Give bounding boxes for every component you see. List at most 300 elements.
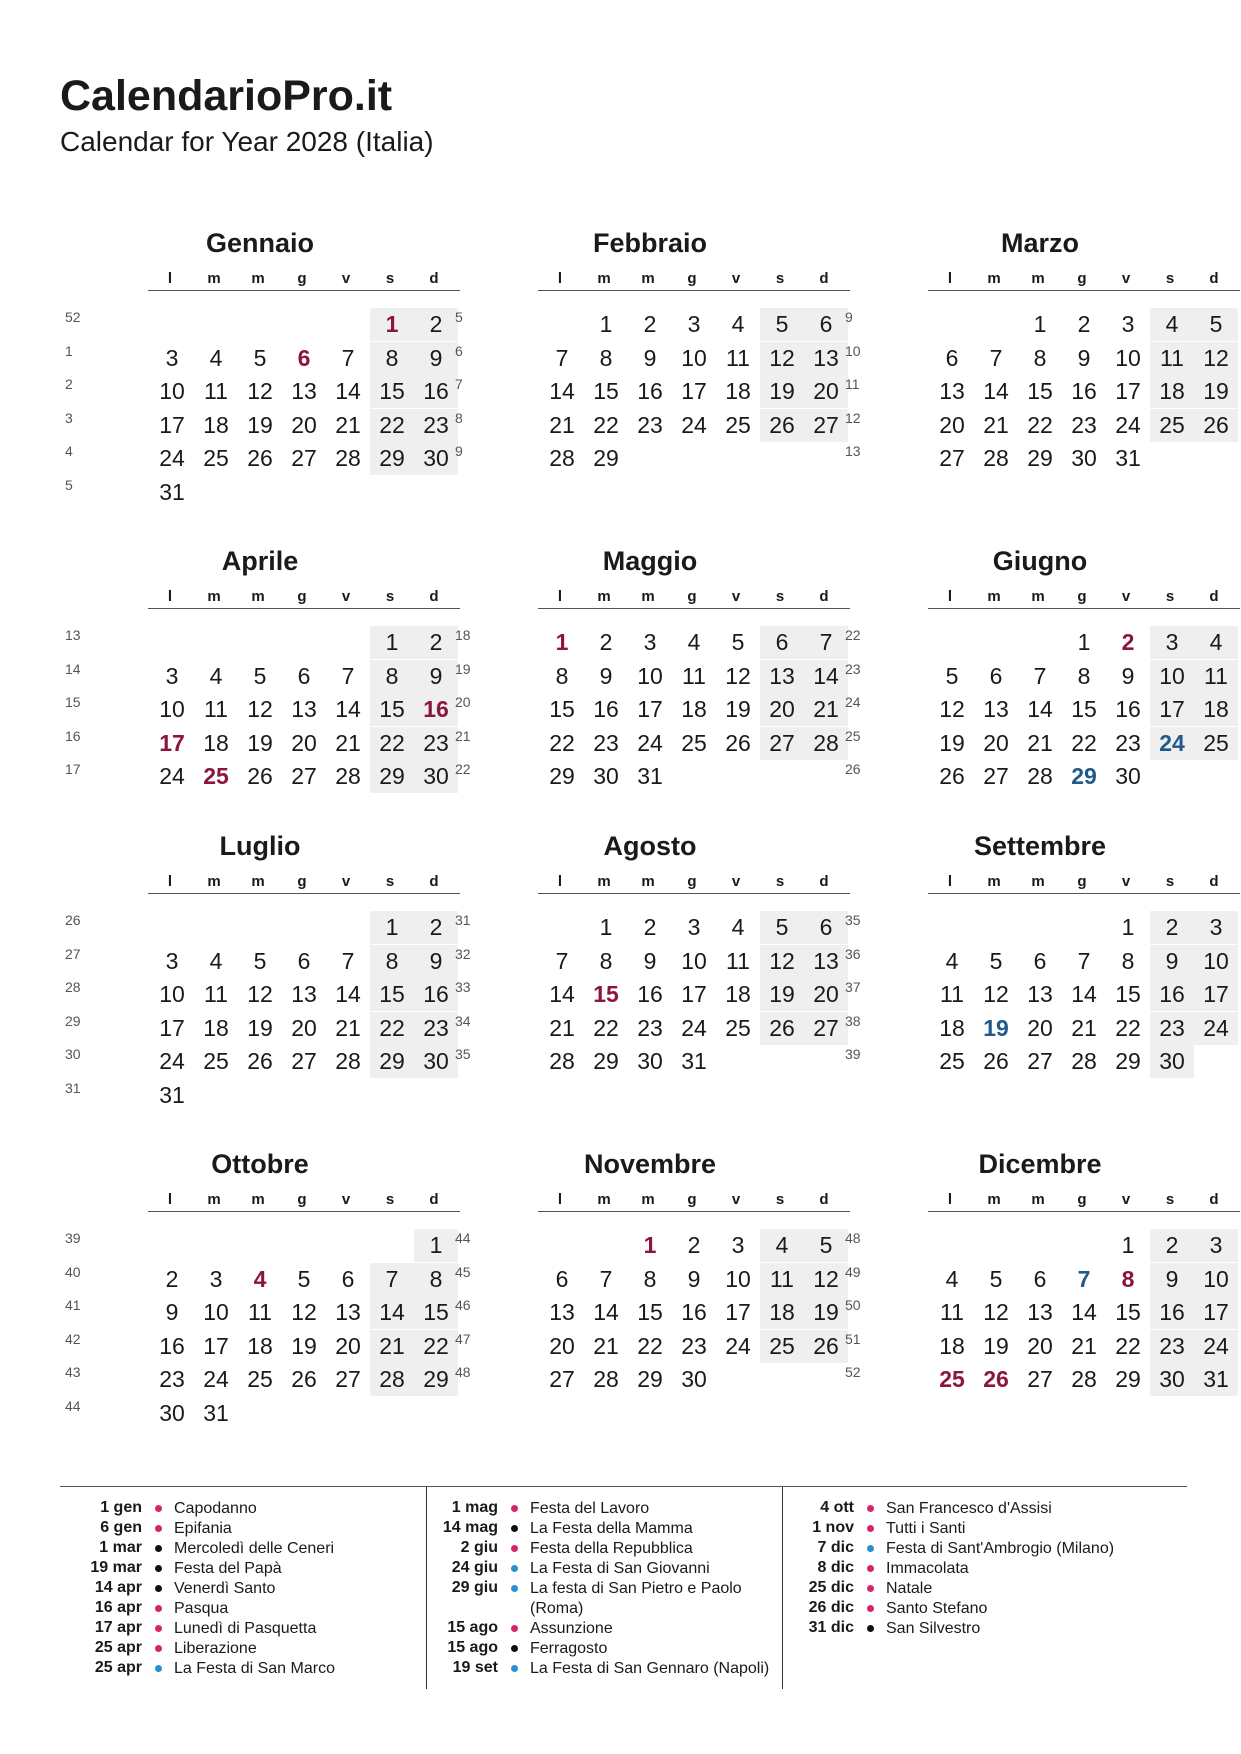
- legend-name: Festa del Lavoro: [530, 1500, 650, 1517]
- day-cell: 26: [247, 445, 273, 471]
- bullet-red-icon: [511, 1545, 518, 1552]
- day-cell: 18: [939, 1332, 965, 1359]
- week-number: 8: [455, 409, 463, 426]
- day-cell: 15: [593, 378, 619, 404]
- day-cell: 30: [1115, 763, 1141, 789]
- day-cell: 22: [370, 727, 414, 760]
- weekday-label: v: [1121, 1191, 1131, 1208]
- legend-date: 19 mar: [90, 1559, 142, 1576]
- legend-item: [774, 1559, 1134, 1579]
- day-cell: 21: [335, 411, 361, 438]
- day-cell: 4: [253, 1265, 267, 1292]
- legend-name: Capodanno: [174, 1500, 257, 1517]
- day-cell: 2: [414, 626, 458, 659]
- legend-name: Tutti i Santi: [886, 1520, 966, 1537]
- week-number: 43: [65, 1364, 81, 1380]
- day-cell: 17: [681, 981, 707, 1007]
- day-cell: 8: [555, 662, 569, 689]
- week-number: 37: [845, 979, 861, 995]
- day-cell: 12: [760, 945, 804, 978]
- month-name: Maggio: [602, 546, 698, 576]
- day-cell: 25: [681, 729, 707, 756]
- day-cell: 28: [335, 763, 361, 789]
- legend-item: [62, 1519, 422, 1539]
- day-cell: 27: [760, 727, 804, 760]
- weekday-label: m: [1031, 588, 1045, 605]
- weekday-label: d: [1209, 588, 1219, 605]
- day-cell: 26: [725, 729, 751, 756]
- day-cell: 29: [414, 1363, 458, 1396]
- weekday-label: m: [207, 270, 221, 287]
- week-number: 9: [845, 309, 853, 325]
- day-cell: 23: [414, 409, 458, 442]
- bullet-red-icon: [867, 1525, 874, 1532]
- weekday-label: g: [1077, 1191, 1087, 1208]
- day-cell: 14: [335, 378, 361, 404]
- day-cell: 28: [1071, 1048, 1097, 1074]
- day-cell: 30: [1150, 1045, 1194, 1078]
- day-cell: 1: [1033, 311, 1047, 337]
- day-cell: 3: [731, 1232, 745, 1258]
- month-agosto: [450, 831, 850, 1091]
- weekday-label: v: [731, 588, 741, 605]
- day-cell: 18: [247, 1332, 273, 1359]
- day-cell: 21: [983, 411, 1009, 438]
- day-cell: 20: [983, 729, 1009, 756]
- week-number: 50: [845, 1297, 861, 1313]
- day-cell: 7: [555, 947, 569, 974]
- weekday-label: v: [731, 1191, 741, 1208]
- day-cell: 9: [1150, 1263, 1194, 1296]
- bullet-black-icon: [867, 1625, 874, 1632]
- day-cell: 6: [760, 626, 804, 659]
- week-number: 38: [845, 1012, 861, 1029]
- day-cell: 3: [643, 629, 657, 655]
- day-cell: 17: [637, 696, 663, 722]
- weekday-label: d: [429, 588, 439, 605]
- bullet-red-icon: [155, 1645, 162, 1652]
- day-cell: 21: [1071, 1332, 1097, 1359]
- legend-date: 19 set: [452, 1659, 498, 1676]
- weekday-label: g: [297, 1191, 307, 1208]
- day-cell: 12: [983, 1299, 1009, 1325]
- day-cell: 5: [989, 1265, 1003, 1292]
- week-number: 27: [65, 945, 81, 962]
- weekday-label: s: [1165, 588, 1175, 605]
- day-cell: 28: [549, 1048, 575, 1074]
- day-cell: 16: [593, 696, 619, 722]
- page-subtitle: Calendar for Year 2028 (Italia): [60, 126, 434, 157]
- day-cell: 31: [159, 1081, 185, 1108]
- day-cell: 6: [341, 1265, 355, 1292]
- legend-item: [774, 1579, 1134, 1599]
- day-cell: 13: [291, 981, 317, 1007]
- day-cell: 8: [370, 945, 414, 978]
- day-cell: 17: [159, 1014, 185, 1041]
- day-cell: 29: [1027, 445, 1053, 471]
- day-cell: 29: [593, 1048, 619, 1074]
- day-cell: 23: [593, 729, 619, 756]
- weekday-label: m: [1031, 873, 1045, 890]
- day-cell: 13: [939, 378, 965, 404]
- day-cell: 17: [1194, 978, 1238, 1011]
- bullet-blue-icon: [511, 1565, 518, 1572]
- week-number: 7: [455, 376, 463, 392]
- day-cell: 7: [989, 344, 1003, 371]
- weekday-label: m: [1031, 270, 1045, 287]
- day-cell: 21: [370, 1330, 414, 1363]
- weekday-label: l: [947, 873, 953, 890]
- day-cell: 23: [1150, 1012, 1194, 1045]
- day-cell: 14: [1071, 981, 1097, 1007]
- day-cell: 10: [681, 344, 707, 371]
- day-cell: 21: [1071, 1014, 1097, 1041]
- legend-name: Lunedì di Pasquetta: [174, 1620, 317, 1637]
- day-cell: 8: [414, 1263, 458, 1296]
- day-cell: 3: [1150, 626, 1194, 659]
- day-cell: 7: [1033, 662, 1047, 689]
- day-cell: 18: [760, 1296, 804, 1329]
- day-cell: 14: [1071, 1299, 1097, 1325]
- weekday-label: m: [987, 873, 1001, 890]
- legend-name: Assunzione: [530, 1620, 613, 1637]
- month-name: Agosto: [603, 831, 697, 861]
- weekday-label: m: [207, 1191, 221, 1208]
- day-cell: 15: [1071, 696, 1097, 722]
- day-cell: 4: [209, 662, 223, 689]
- legend-column: [62, 1499, 422, 1679]
- weekday-label: d: [429, 1191, 439, 1208]
- day-cell: 5: [760, 911, 804, 944]
- week-number: 12: [845, 409, 861, 426]
- month-aprile: [60, 546, 460, 806]
- day-cell: 23: [1150, 1330, 1194, 1363]
- weekday-label: g: [1077, 588, 1087, 605]
- day-cell: 10: [681, 947, 707, 974]
- day-cell: 3: [165, 947, 179, 974]
- week-number: 35: [455, 1046, 471, 1062]
- day-cell: 2: [643, 311, 657, 337]
- bullet-blue-icon: [867, 1545, 874, 1552]
- legend-name: La festa di San Pietro e Paolo (Roma): [530, 1580, 742, 1617]
- day-cell: 1: [555, 629, 569, 655]
- weekday-label: v: [1121, 588, 1131, 605]
- day-cell: 26: [247, 763, 273, 789]
- day-cell: 30: [681, 1366, 707, 1392]
- day-cell: 18: [203, 411, 229, 438]
- day-cell: 16: [637, 378, 663, 404]
- bullet-red-icon: [511, 1625, 518, 1632]
- day-cell: 25: [203, 763, 229, 789]
- day-cell: 20: [549, 1332, 575, 1359]
- legend-item: [774, 1599, 1134, 1619]
- day-cell: 5: [253, 662, 267, 689]
- weekday-label: d: [819, 873, 829, 890]
- day-cell: 4: [760, 1229, 804, 1262]
- day-cell: 7: [341, 662, 355, 689]
- month-name: Dicembre: [978, 1149, 1102, 1179]
- day-cell: 25: [203, 445, 229, 471]
- day-cell: 29: [1071, 763, 1097, 789]
- bullet-red-icon: [155, 1625, 162, 1632]
- day-cell: 1: [370, 911, 414, 944]
- legend-item: [62, 1579, 422, 1599]
- day-cell: 15: [1115, 981, 1141, 1007]
- day-cell: 23: [1115, 729, 1141, 756]
- weekday-header: [538, 873, 850, 894]
- day-cell: 20: [760, 693, 804, 726]
- day-cell: 10: [159, 981, 185, 1007]
- legend-item: [62, 1619, 422, 1639]
- weekday-label: g: [297, 873, 307, 890]
- day-cell: 20: [1027, 1332, 1053, 1359]
- day-cell: 7: [804, 626, 848, 659]
- day-cell: 1: [599, 311, 613, 337]
- week-number: 15: [65, 694, 81, 710]
- day-cell: 1: [370, 308, 414, 341]
- week-number: 5: [65, 476, 73, 493]
- day-cell: 3: [165, 344, 179, 371]
- day-cell: 29: [370, 442, 414, 475]
- day-cell: 16: [1150, 1296, 1194, 1329]
- month-name: Novembre: [583, 1149, 717, 1179]
- day-cell: 12: [1194, 342, 1238, 375]
- day-cell: 30: [414, 442, 458, 475]
- day-cell: 20: [291, 729, 317, 756]
- legend-name: Immacolata: [886, 1560, 969, 1577]
- day-cell: 23: [1071, 411, 1097, 438]
- weekday-label: l: [947, 1191, 953, 1208]
- day-cell: 13: [1027, 981, 1053, 1007]
- day-cell: 18: [725, 378, 751, 404]
- week-number: 52: [65, 309, 81, 325]
- weekday-header: [148, 270, 460, 291]
- legend-item: [62, 1539, 422, 1559]
- day-cell: 20: [939, 411, 965, 438]
- day-cell: 18: [203, 1014, 229, 1041]
- day-cell: 18: [1150, 375, 1194, 408]
- weekday-label: g: [687, 270, 697, 287]
- legend-item: [418, 1659, 778, 1679]
- week-number: 36: [845, 945, 861, 962]
- week-number: 44: [65, 1397, 81, 1414]
- month-settembre: [840, 831, 1240, 1091]
- day-cell: 28: [335, 1048, 361, 1074]
- day-cell: 3: [209, 1265, 223, 1292]
- week-number: 48: [455, 1364, 471, 1380]
- legend-name: Pasqua: [174, 1600, 229, 1617]
- day-cell: 22: [414, 1330, 458, 1363]
- month-name: Settembre: [973, 831, 1107, 861]
- day-cell: 26: [247, 1048, 273, 1074]
- legend-name: Epifania: [174, 1520, 232, 1537]
- day-cell: 2: [643, 914, 657, 940]
- day-cell: 30: [414, 1045, 458, 1078]
- weekday-label: l: [167, 1191, 173, 1208]
- day-cell: 11: [760, 1263, 804, 1296]
- day-cell: 2: [1121, 629, 1135, 655]
- day-cell: 12: [725, 662, 751, 689]
- day-cell: 6: [945, 344, 959, 371]
- day-cell: 6: [1033, 1265, 1047, 1292]
- weekday-label: l: [557, 588, 563, 605]
- week-number: 24: [845, 694, 861, 710]
- weekday-header: [538, 270, 850, 291]
- day-cell: 29: [637, 1366, 663, 1392]
- day-cell: 20: [1027, 1014, 1053, 1041]
- day-cell: 28: [549, 445, 575, 471]
- day-cell: 6: [1033, 947, 1047, 974]
- day-cell: 12: [247, 696, 273, 722]
- day-cell: 18: [203, 729, 229, 756]
- week-number: 9: [455, 443, 463, 459]
- day-cell: 9: [165, 1299, 179, 1325]
- day-cell: 5: [989, 947, 1003, 974]
- day-cell: 20: [804, 375, 848, 408]
- day-cell: 26: [939, 763, 965, 789]
- legend-date: 2 giu: [460, 1539, 498, 1556]
- month-giugno: [840, 546, 1240, 806]
- legend-date: 8 dic: [817, 1559, 854, 1576]
- day-cell: 28: [335, 445, 361, 471]
- week-number: 1: [65, 342, 73, 359]
- day-cell: 9: [1077, 344, 1091, 371]
- day-cell: 1: [370, 626, 414, 659]
- weekday-label: v: [341, 1191, 351, 1208]
- weekday-label: l: [947, 270, 953, 287]
- day-cell: 25: [725, 411, 751, 438]
- day-cell: 9: [414, 342, 458, 375]
- day-cell: 19: [1194, 375, 1238, 408]
- legend-item: [62, 1499, 422, 1519]
- week-number: 22: [845, 627, 861, 643]
- legend-date: 25 apr: [94, 1659, 142, 1676]
- day-cell: 8: [1121, 947, 1135, 974]
- legend-date: 25 apr: [94, 1639, 142, 1656]
- day-cell: 11: [682, 662, 706, 689]
- day-cell: 3: [165, 662, 179, 689]
- day-cell: 18: [681, 696, 707, 722]
- week-number: 47: [455, 1330, 471, 1347]
- legend-date: 14 mag: [442, 1519, 498, 1536]
- day-cell: 4: [1150, 308, 1194, 341]
- week-number: 41: [65, 1297, 81, 1313]
- legend-date: 31 dic: [808, 1619, 854, 1636]
- week-number: 13: [845, 443, 861, 459]
- day-cell: 7: [1077, 1265, 1091, 1292]
- day-cell: 16: [1115, 696, 1141, 722]
- week-number: 20: [455, 694, 471, 710]
- weekday-label: d: [429, 873, 439, 890]
- month-novembre: [450, 1149, 850, 1409]
- week-number: 51: [845, 1330, 861, 1347]
- day-cell: 16: [414, 375, 458, 408]
- day-cell: 3: [687, 311, 701, 337]
- week-number: 18: [455, 627, 471, 643]
- day-cell: 20: [335, 1332, 361, 1359]
- bullet-black-icon: [511, 1645, 518, 1652]
- legend-item: [418, 1579, 778, 1619]
- day-cell: 6: [804, 308, 848, 341]
- day-cell: 1: [1077, 629, 1091, 655]
- day-cell: 14: [335, 696, 361, 722]
- month-ottobre: [60, 1149, 460, 1426]
- day-cell: 5: [253, 344, 267, 371]
- day-cell: 30: [637, 1048, 663, 1074]
- day-cell: 13: [1027, 1299, 1053, 1325]
- legend-name: Festa di Sant'Ambrogio (Milano): [886, 1540, 1115, 1557]
- bullet-blue-icon: [511, 1665, 518, 1672]
- weekday-label: d: [1209, 270, 1219, 287]
- weekday-label: s: [385, 873, 395, 890]
- day-cell: 15: [414, 1296, 458, 1329]
- legend-date: 7 dic: [817, 1539, 854, 1556]
- day-cell: 29: [1115, 1048, 1141, 1074]
- day-cell: 27: [549, 1366, 575, 1392]
- weekday-header: [928, 1191, 1240, 1212]
- day-cell: 15: [1027, 378, 1053, 404]
- day-cell: 29: [593, 445, 619, 471]
- day-cell: 5: [1194, 308, 1238, 341]
- weekday-label: v: [731, 270, 741, 287]
- weekday-label: m: [207, 588, 221, 605]
- day-cell: 29: [549, 763, 575, 789]
- day-cell: 11: [204, 981, 228, 1007]
- day-cell: 8: [370, 342, 414, 375]
- day-cell: 25: [247, 1366, 273, 1392]
- legend-date: 25 dic: [808, 1579, 854, 1596]
- legend-item: [774, 1499, 1134, 1519]
- day-cell: 9: [599, 662, 613, 689]
- day-cell: 22: [1115, 1332, 1141, 1359]
- legend-item: [418, 1519, 778, 1539]
- day-cell: 10: [637, 662, 663, 689]
- weekday-label: m: [597, 588, 611, 605]
- day-cell: 12: [983, 981, 1009, 1007]
- legend-date: 1 nov: [812, 1519, 854, 1536]
- weekday-label: s: [1165, 270, 1175, 287]
- day-cell: 14: [370, 1296, 414, 1329]
- day-cell: 14: [549, 981, 575, 1007]
- day-cell: 25: [760, 1330, 804, 1363]
- day-cell: 31: [637, 763, 663, 789]
- day-cell: 30: [159, 1399, 185, 1426]
- day-cell: 11: [940, 1299, 964, 1325]
- day-cell: 9: [687, 1265, 701, 1292]
- weekday-label: m: [597, 270, 611, 287]
- day-cell: 24: [1194, 1330, 1238, 1363]
- weekday-label: m: [251, 873, 265, 890]
- week-number: 5: [455, 309, 463, 325]
- day-cell: 22: [593, 411, 619, 438]
- day-cell: 6: [555, 1265, 569, 1292]
- day-cell: 9: [414, 945, 458, 978]
- day-cell: 10: [1194, 1263, 1238, 1296]
- week-number: 23: [845, 660, 861, 677]
- weekday-label: v: [731, 873, 741, 890]
- day-cell: 5: [760, 308, 804, 341]
- day-cell: 25: [203, 1048, 229, 1074]
- day-cell: 1: [643, 1232, 657, 1258]
- day-cell: 15: [370, 693, 414, 726]
- day-cell: 24: [681, 1014, 707, 1041]
- legend-date: 4 ott: [820, 1499, 854, 1516]
- weekday-label: d: [819, 270, 829, 287]
- legend-name: La Festa della Mamma: [530, 1520, 693, 1537]
- day-cell: 16: [414, 978, 458, 1011]
- day-cell: 10: [159, 378, 185, 404]
- week-number: 19: [455, 660, 471, 677]
